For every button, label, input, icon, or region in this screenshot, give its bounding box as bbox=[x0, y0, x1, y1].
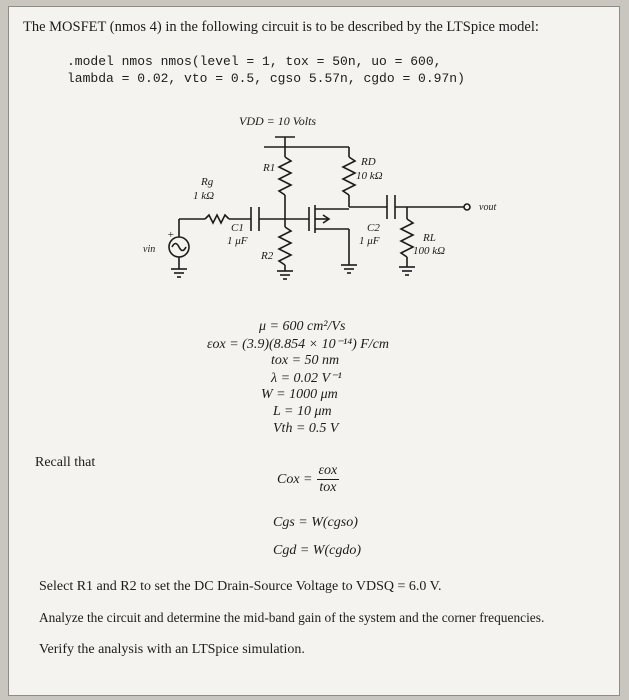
r2-label: R2 bbox=[261, 250, 274, 262]
cox-denominator: tox bbox=[319, 480, 337, 495]
rg-name-label: Rg bbox=[201, 176, 214, 188]
model-line-1: .model nmos nmos(level = 1, tox = 50n, uo = 600, bbox=[67, 54, 442, 69]
cox-fraction bbox=[317, 463, 340, 496]
c1-name-label: C1 bbox=[231, 222, 244, 234]
c2-value-label: 1 μF bbox=[359, 235, 380, 247]
problem-sheet bbox=[8, 6, 620, 696]
param-lambda: λ = 0.02 V⁻¹ bbox=[271, 371, 342, 386]
question-3: Verify the analysis with an LTSpice simulation. bbox=[39, 642, 305, 657]
vout-label: vout bbox=[479, 202, 497, 213]
question-1: Select R1 and R2 to set the DC Drain-Source Voltage to VDSQ = 6.0 V. bbox=[39, 579, 442, 594]
rl-value-label: 100 kΩ bbox=[413, 245, 446, 257]
c2-name-label: C2 bbox=[367, 222, 380, 234]
c1-value-label: 1 μF bbox=[227, 235, 248, 247]
intro-text: The MOSFET (nmos 4) in the following circuit is to be described by the LTSpice model: bbox=[23, 19, 539, 35]
cox-formula bbox=[277, 463, 339, 496]
rl-name-label: RL bbox=[423, 232, 436, 244]
vdd-label: VDD = 10 Volts bbox=[239, 114, 317, 128]
cgs-formula: Cgs = W(cgso) bbox=[273, 515, 358, 530]
param-l: L = 10 μm bbox=[273, 404, 332, 419]
source-plus-label: + bbox=[167, 229, 175, 241]
cgd-formula: Cgd = W(cgdo) bbox=[273, 543, 361, 558]
rd-name-label: RD bbox=[361, 156, 376, 168]
param-tox: tox = 50 nm bbox=[271, 353, 340, 368]
circuit-diagram bbox=[9, 97, 621, 312]
rd-value-label: 10 kΩ bbox=[356, 170, 383, 182]
cox-numerator: εox bbox=[318, 463, 338, 478]
recall-text: Recall that bbox=[35, 455, 96, 470]
rg-value-label: 1 kΩ bbox=[193, 190, 215, 202]
vin-label: vin bbox=[143, 244, 156, 255]
param-mu: μ = 600 cm²/Vs bbox=[259, 319, 346, 334]
param-eox: εox = (3.9)(8.854 × 10⁻¹⁴) F/cm bbox=[207, 337, 389, 352]
param-w: W = 1000 μm bbox=[261, 387, 338, 402]
param-vth: Vth = 0.5 V bbox=[273, 421, 339, 436]
model-line-2: lambda = 0.02, vto = 0.5, cgso 5.57n, cgdo = 0.97n) bbox=[67, 71, 465, 86]
r1-label: R1 bbox=[263, 162, 276, 174]
cox-lhs: Cox = bbox=[277, 471, 313, 487]
question-2: Analyze the circuit and determine the mid-band gain of the system and the corner frequencies. bbox=[39, 610, 545, 625]
